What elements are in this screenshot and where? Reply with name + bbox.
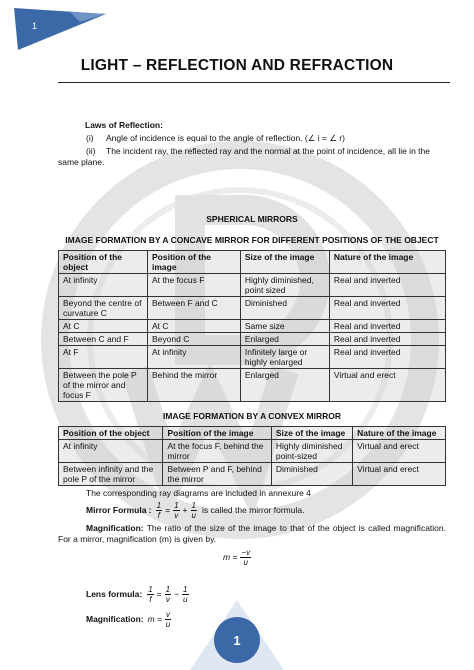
table-cell: Real and inverted (329, 333, 445, 346)
lens-magnification: Magnification: m = $\frac{v}{u}$ (86, 610, 171, 629)
page-content (58, 120, 446, 629)
column-header: Position of the object (59, 251, 148, 274)
fraction-neg-v-over-u: $\frac{-v}{u}$ (241, 548, 251, 567)
law-item (58, 146, 446, 168)
law-text: The incident ray, the reflected ray and the normal at the point of incidence, all lie in the same plane. (58, 146, 430, 167)
table-cell: Real and inverted (329, 320, 445, 333)
magnification-paragraph (58, 523, 446, 545)
table-cell: Infinitely large or highly enlarged (240, 346, 329, 369)
annexure-note: The corresponding ray diagrams are included in annexure 4 (86, 488, 311, 498)
table-cell: Beyond the centre of curvature C (59, 297, 148, 320)
header-page-number: 1 (32, 21, 38, 31)
table-row (59, 297, 446, 320)
lens-formula-label: Lens formula: (86, 589, 143, 599)
law-item (58, 133, 446, 144)
table-row (59, 369, 446, 402)
fraction-1-over-v: $\frac{1}{v}$ (165, 585, 171, 604)
column-header: Position of the object (59, 427, 163, 440)
table-cell: Highly diminished, point sized (240, 274, 329, 297)
fraction-1-over-f: $\frac{1}{f}$ (156, 501, 162, 520)
corner-ribbon (0, 0, 110, 50)
table-cell: Virtual and erect (329, 369, 445, 402)
table-cell: Highly diminished point-sized (271, 440, 352, 463)
table-cell: At the focus F (148, 274, 241, 297)
lens-magnification-label: Magnification: (86, 614, 144, 624)
column-header: Position of the image (148, 251, 241, 274)
fraction-1-over-v: $\frac{1}{v}$ (174, 501, 179, 520)
table-cell: Diminished (271, 463, 352, 486)
magnification-label: Magnification: (86, 523, 144, 533)
table-cell: Behind the mirror (148, 369, 241, 402)
law-text: Angle of incidence is equal to the angle of reflection. (∠ i = ∠ r) (106, 133, 345, 143)
table-header-row (59, 427, 446, 440)
fraction-1-over-u: $\frac{1}{u}$ (191, 501, 196, 520)
table-cell: Between infinity and the pole P of the mirror (59, 463, 163, 486)
table-cell: Between C and F (59, 333, 148, 346)
mirror-formula: Mirror Formula : $\frac{1}{f}$ = $\frac{1}{v}$ + $\frac{1}{u}$ is called the mirror formula. (86, 501, 305, 520)
table-header-row (59, 251, 446, 274)
column-header: Nature of the image (329, 251, 445, 274)
table-row (59, 463, 446, 486)
table-cell: Enlarged (240, 333, 329, 346)
table-row (59, 440, 446, 463)
table-cell: Enlarged (240, 369, 329, 402)
spherical-mirrors-heading: SPHERICAL MIRRORS (206, 214, 298, 224)
table-cell: Real and inverted (329, 274, 445, 297)
table-cell: Virtual and erect (353, 440, 446, 463)
mirror-formula-label: Mirror Formula : (86, 505, 152, 515)
table-cell: Between the pole P of the mirror and focus F (59, 369, 148, 402)
table-cell: At C (148, 320, 241, 333)
table-row (59, 346, 446, 369)
table-row (59, 333, 446, 346)
column-header: Nature of the image (353, 427, 446, 440)
magnification-text: The ratio of the size of the image to that of the object is called magnification. For a mirror, magnification (m) is given by. (58, 523, 446, 544)
title-divider (58, 82, 450, 83)
column-header: Size of the image (271, 427, 352, 440)
column-header: Size of the image (240, 251, 329, 274)
concave-mirror-heading: IMAGE FORMATION BY A CONCAVE MIRROR FOR DIFFERENT POSITIONS OF THE OBJECT (65, 235, 439, 245)
lens-formula: Lens formula: $\frac{1}{f}$ = $\frac{1}{v}$ − $\frac{1}{u}$ (86, 585, 188, 604)
law-number: (i) (86, 133, 94, 143)
table-cell: At infinity (59, 440, 163, 463)
mirror-formula-suffix: is called the mirror formula. (201, 505, 305, 515)
table-row (59, 320, 446, 333)
convex-mirror-heading: IMAGE FORMATION BY A CONVEX MIRROR (162, 411, 342, 421)
magnification-formula: m = $\frac{-v}{u}$ (223, 548, 251, 567)
laws-heading: Laws of Reflection: (85, 120, 163, 130)
table-cell: At C (59, 320, 148, 333)
table-row (59, 274, 446, 297)
concave-mirror-table (58, 250, 446, 402)
table-cell: At the focus F, behind the mirror (163, 440, 271, 463)
fraction-v-over-u: $\frac{v}{u}$ (165, 610, 171, 629)
table-cell: Same size (240, 320, 329, 333)
table-cell: Real and inverted (329, 297, 445, 320)
fraction-1-over-u: $\frac{1}{u}$ (183, 585, 188, 604)
column-header: Position of the image (163, 427, 271, 440)
table-cell: Diminished (240, 297, 329, 320)
footer-page-number: 1 (214, 617, 260, 663)
table-cell: At infinity (59, 274, 148, 297)
table-cell: Between P and F, behind the mirror (163, 463, 271, 486)
table-cell: Beyond C (148, 333, 241, 346)
table-cell: Real and inverted (329, 346, 445, 369)
table-cell: At infinity (148, 346, 241, 369)
fraction-1-over-f: $\frac{1}{f}$ (148, 585, 153, 604)
table-cell: At F (59, 346, 148, 369)
table-cell: Between F and C (148, 297, 241, 320)
table-cell: Virtual and erect (353, 463, 446, 486)
convex-mirror-table (58, 426, 446, 486)
page-title: LIGHT – REFLECTION AND REFRACTION (80, 57, 394, 74)
law-number: (ii) (86, 146, 96, 156)
